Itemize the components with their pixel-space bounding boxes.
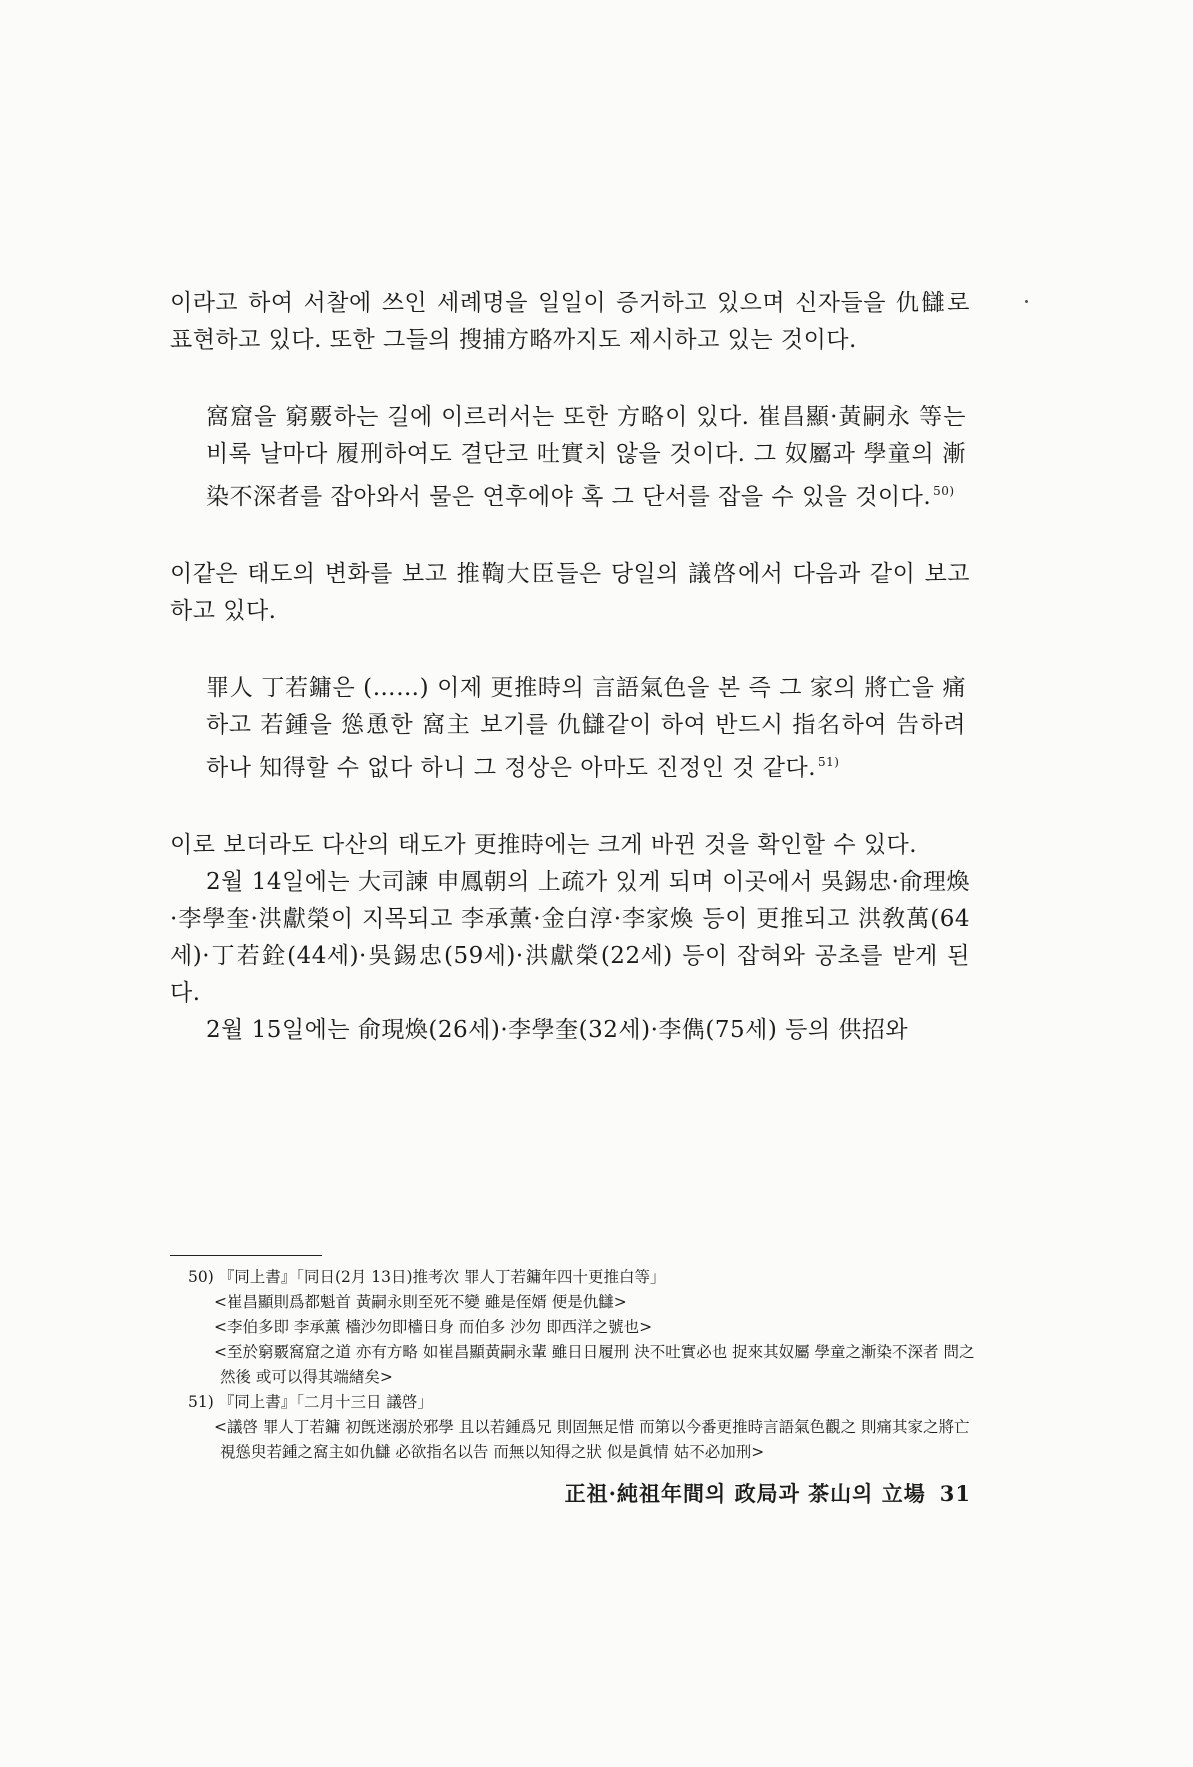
paragraph: [170, 285, 970, 359]
block-quote: [170, 670, 970, 787]
footnotes: [188, 1265, 978, 1465]
paragraph-text: 이같은 태도의 변화를 보고 推鞫大臣들은 당일의 議啓에서 다음과 같이 보고하고 있다.: [170, 561, 970, 624]
footnote-ref[interactable]: 50): [933, 484, 955, 498]
footnote-ref[interactable]: 51): [818, 755, 840, 769]
quote-text: 窩窟을 窮覈하는 길에 이르러서는 또한 方略이 있다. 崔昌顯·黃嗣永 等는 비록 날마다 履刑하여도 결단코 吐實치 않을 것이다. 그 奴屬과 學童의 漸染不深者를 잡아와서 물은 연후에야 혹 그 단서를 잡을 수 있을 것이다.: [206, 404, 966, 510]
paragraph: [170, 864, 970, 1012]
paragraph-text: 이라고 하여 서찰에 쓰인 세례명을 일일이 증거하고 있으며 신자들을 仇讎로 표현하고 있다. 또한 그들의 搜捕方略까지도 제시하고 있는 것이다.: [170, 290, 970, 353]
footnote-line: <崔昌顯則爲都魁首 黃嗣永則至死不變 雖是侄婿 便是仇讎>: [214, 1293, 627, 1311]
quote-text: 罪人 丁若鏞은 (……) 이제 更推時의 言語氣色을 본 즉 그 家의 將亡을 痛하고 若鍾을 慫恿한 窩主 보기를 仇讎같이 하여 반드시 指名하여 告하려 하나 知得할 수 없다 하니 그 정상은 아마도 진정인 것 같다.: [206, 675, 966, 781]
footnote-head: 50) 『同上書』「同日(2月 13日)推考次 罪人丁若鏞年四十更推白等」: [188, 1268, 666, 1286]
main-text: [170, 285, 970, 1049]
page-number: 31: [939, 1481, 971, 1506]
footnote-51: [188, 1390, 978, 1465]
footnote-line: <至於窮覈窩窟之道 亦有方略 如崔昌顯黃嗣永輩 雖日日履刑 決不吐實必也 捉來其奴屬 學童之漸染不深者 問之然後 或可以得其端緖矣>: [214, 1343, 975, 1386]
paragraph-text: 이로 보더라도 다산의 태도가 更推時에는 크게 바뀐 것을 확인할 수 있다.: [170, 832, 918, 858]
footnote-divider: [170, 1255, 322, 1256]
running-title: 正祖·純祖年間의 政局과 茶山의 立場: [564, 1481, 926, 1506]
running-footer: [565, 1478, 971, 1508]
paragraph-text: 2월 15일에는 俞現煥(26세)·李學奎(32세)·李儁(75세) 등의 供招와: [206, 1017, 909, 1043]
paragraph-text: 2월 14일에는 大司諫 申鳳朝의 上疏가 있게 되며 이곳에서 吳錫忠·俞理煥·李學奎·洪獻榮이 지목되고 李承薰·金白淳·李家煥 등이 更推되고 洪敎萬(64세)·丁若銓(44세)·吳錫忠(59세)·洪獻榮(22세) 등이 잡혀와 공초를 받게 된다.: [170, 869, 970, 1006]
footnote-line: <李伯多即 李承薰 檣沙勿即檣日身 而伯多 沙勿 即西洋之號也>: [214, 1318, 653, 1336]
paragraph: [170, 556, 970, 630]
footnote-line: <議啓 罪人丁若鏞 初旣迷溺於邪學 且以若鍾爲兄 則固無足惜 而第以今番更推時言語氣色觀之 則痛其家之將亡 視慫臾若鍾之窩主如仇讎 必欲指名以告 而無以知得之狀 似是眞情 姑不必加刑>: [214, 1418, 970, 1461]
footnote-head: 51) 『同上書』「二月十三日 議啓」: [188, 1393, 433, 1411]
block-quote: [170, 399, 970, 516]
footnote-50: [188, 1265, 978, 1390]
paragraph: [170, 1012, 970, 1049]
paragraph: [170, 827, 970, 864]
stray-mark: [1025, 300, 1028, 303]
